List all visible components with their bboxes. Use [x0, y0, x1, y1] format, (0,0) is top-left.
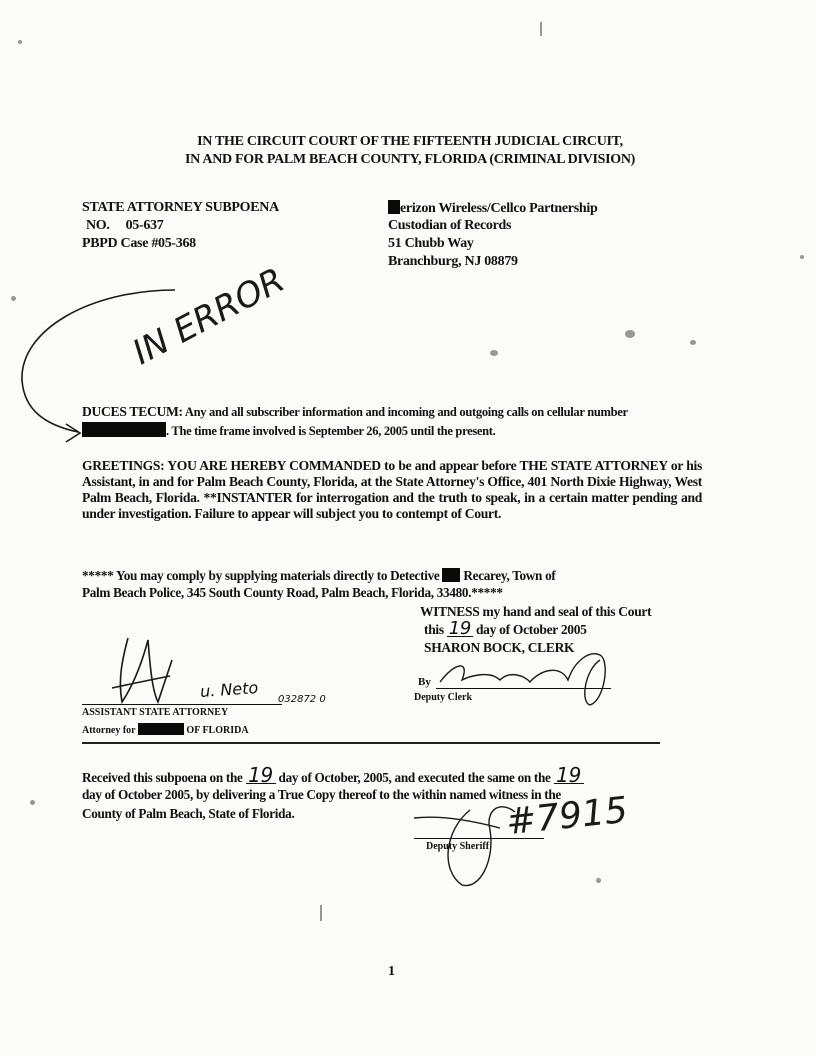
duces-text2: . The time frame involved is September 26, 2005 until the present. [166, 424, 496, 438]
greetings-body: to be and appear before THE STATE ATTORNEY or his Assistant, in and for Palm Beach County, Florida, at the State Attorney's Office, 401 North Dixie Highway, West Palm Beach, Florida. **INSTANTER for interrogation and the truth to speak, in a certain matter pending and under investigation. Failure to appear will subject you to contempt of Court. [82, 458, 702, 521]
in-error-text: IN ERROR [126, 260, 292, 374]
attorney-for-label: Attorney for [82, 725, 138, 736]
duces-text1: Any and all subscriber information and incoming and outgoing calls on cellular number [182, 405, 628, 419]
witness-day: 19 [448, 618, 472, 639]
deputy-sheriff-label: Deputy Sheriff [426, 841, 490, 852]
page-number: 1 [388, 964, 395, 979]
court-header-line2: IN AND FOR PALM BEACH COUNTY, FLORIDA (CRIMINAL DIVISION) [185, 152, 635, 167]
recipient-company-text: erizon Wireless/Cellco Partnership [400, 201, 598, 216]
executed-day: 19 [554, 768, 584, 784]
clerk-name: SHARON BOCK, CLERK [424, 640, 575, 655]
witness-line1: WITNESS my hand and seal of this Court [420, 604, 652, 619]
comply-text1: ***** You may comply by supplying materials directly to Detective [82, 568, 443, 583]
comply-text2: Recarey, Town of [460, 568, 556, 583]
subpoena-title: STATE ATTORNEY SUBPOENA [82, 200, 279, 215]
attorney-handwritten-number: 032872 0 [278, 694, 326, 705]
sheriff-signature-line [414, 838, 544, 839]
received-text-b: day of October, 2005, and executed the same on the [275, 770, 554, 785]
comply-line2: Palm Beach Police, 345 South County Road, Palm Beach, Florida, 33480.***** [82, 585, 503, 600]
received-day: 19 [246, 768, 276, 784]
deputy-clerk-label: Deputy Clerk [414, 692, 473, 703]
attorney-for-state: OF FLORIDA [183, 725, 249, 736]
attorney-title: ASSISTANT STATE ATTORNEY [82, 707, 229, 718]
duces-label: DUCES TECUM: [82, 404, 183, 419]
witness-this: this [424, 622, 447, 637]
received-line3: County of Palm Beach, State of Florida. [82, 806, 295, 821]
recipient-city: Branchburg, NJ 08879 [388, 254, 518, 269]
received-text-a: Received this subpoena on the [82, 770, 246, 785]
recipient-street: 51 Chubb Way [388, 236, 474, 251]
badge-number-handwriting: #7915 [504, 789, 630, 844]
greetings-lead: GREETINGS: YOU ARE HEREBY COMMANDED [82, 458, 381, 473]
case-number: PBPD Case #05-368 [82, 236, 196, 251]
received-line2: day of October 2005, by delivering a True Copy thereof to the within named witness in the [82, 787, 561, 802]
by-label: By [418, 676, 431, 688]
court-header-line1: IN THE CIRCUIT COURT OF THE FIFTEENTH JUDICIAL CIRCUIT, [197, 134, 623, 149]
attorney-handwritten-name: u. Neto [199, 677, 259, 702]
recipient-custodian: Custodian of Records [388, 218, 512, 233]
subpoena-number: NO. 05-637 [86, 218, 164, 233]
witness-month: day of October 2005 [472, 622, 587, 637]
